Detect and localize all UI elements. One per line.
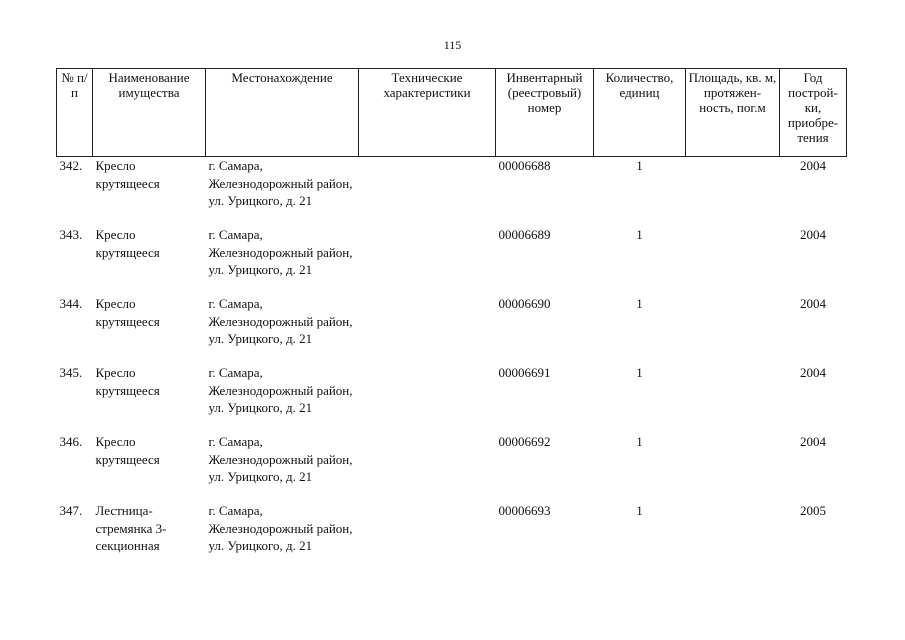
cell-quantity: 1	[636, 158, 643, 173]
table-row	[57, 226, 847, 295]
header-year: Год построй-ки, приобре-тения	[780, 69, 847, 157]
cell-quantity: 1	[636, 503, 643, 518]
header-name: Наименование имущества	[93, 69, 206, 157]
cell-tech	[359, 226, 496, 295]
header-quantity: Количество, единиц	[594, 69, 686, 157]
cell-name: Кресло крутящееся	[95, 365, 160, 398]
cell-location: г. Самара, Железнодорожный район, ул. Урицкого, д. 21	[208, 434, 353, 484]
cell-area	[686, 226, 780, 295]
cell-name: Кресло крутящееся	[95, 227, 160, 260]
cell-area	[686, 433, 780, 502]
cell-quantity: 1	[636, 227, 643, 242]
cell-location: г. Самара, Железнодорожный район, ул. Урицкого, д. 21	[208, 296, 353, 346]
cell-area	[686, 502, 780, 571]
cell-location: г. Самара, Железнодорожный район, ул. Урицкого, д. 21	[208, 365, 353, 415]
table-row	[57, 433, 847, 502]
table-row	[57, 295, 847, 364]
cell-num: 345.	[59, 365, 83, 380]
table-row	[57, 157, 847, 227]
cell-inventory: 00006691	[498, 365, 551, 380]
cell-quantity: 1	[636, 296, 643, 311]
cell-num: 343.	[59, 227, 83, 242]
cell-year: 2005	[800, 503, 826, 518]
cell-tech	[359, 364, 496, 433]
page-number: 115	[443, 38, 462, 52]
cell-tech	[359, 157, 496, 227]
table-row	[57, 364, 847, 433]
cell-year: 2004	[800, 296, 826, 311]
cell-inventory: 00006688	[498, 158, 551, 173]
cell-num: 342.	[59, 158, 83, 173]
cell-area	[686, 157, 780, 227]
cell-location: г. Самара, Железнодорожный район, ул. Урицкого, д. 21	[208, 158, 353, 208]
cell-year: 2004	[800, 365, 826, 380]
cell-area	[686, 295, 780, 364]
cell-tech	[359, 502, 496, 571]
header-location: Местонахождение	[206, 69, 359, 157]
header-tech: Технические характеристики	[359, 69, 496, 157]
cell-inventory: 00006690	[498, 296, 551, 311]
cell-tech	[359, 433, 496, 502]
header-row	[57, 69, 847, 157]
cell-num: 347.	[59, 503, 83, 518]
cell-name: Кресло крутящееся	[95, 434, 160, 467]
header-inventory: Инвентарный (реестровый) номер	[496, 69, 594, 157]
cell-num: 344.	[59, 296, 83, 311]
table-row	[57, 502, 847, 571]
cell-location: г. Самара, Железнодорожный район, ул. Урицкого, д. 21	[208, 503, 353, 553]
cell-area	[686, 364, 780, 433]
cell-inventory: 00006689	[498, 227, 551, 242]
header-num: № п/п	[57, 69, 93, 157]
cell-name: Лестница-стремянка 3-секционная	[95, 503, 167, 553]
cell-name: Кресло крутящееся	[95, 296, 160, 329]
cell-inventory: 00006692	[498, 434, 551, 449]
cell-year: 2004	[800, 227, 826, 242]
cell-quantity: 1	[636, 434, 643, 449]
table-header	[57, 69, 847, 157]
cell-year: 2004	[800, 158, 826, 173]
header-area: Площадь, кв. м, протяжен-ность, пог.м	[686, 69, 780, 157]
property-register-table	[56, 68, 847, 571]
table-body	[57, 157, 847, 572]
cell-num: 346.	[59, 434, 83, 449]
cell-inventory: 00006693	[498, 503, 551, 518]
cell-tech	[359, 295, 496, 364]
cell-location: г. Самара, Железнодорожный район, ул. Урицкого, д. 21	[208, 227, 353, 277]
cell-quantity: 1	[636, 365, 643, 380]
cell-name: Кресло крутящееся	[95, 158, 160, 191]
cell-year: 2004	[800, 434, 826, 449]
